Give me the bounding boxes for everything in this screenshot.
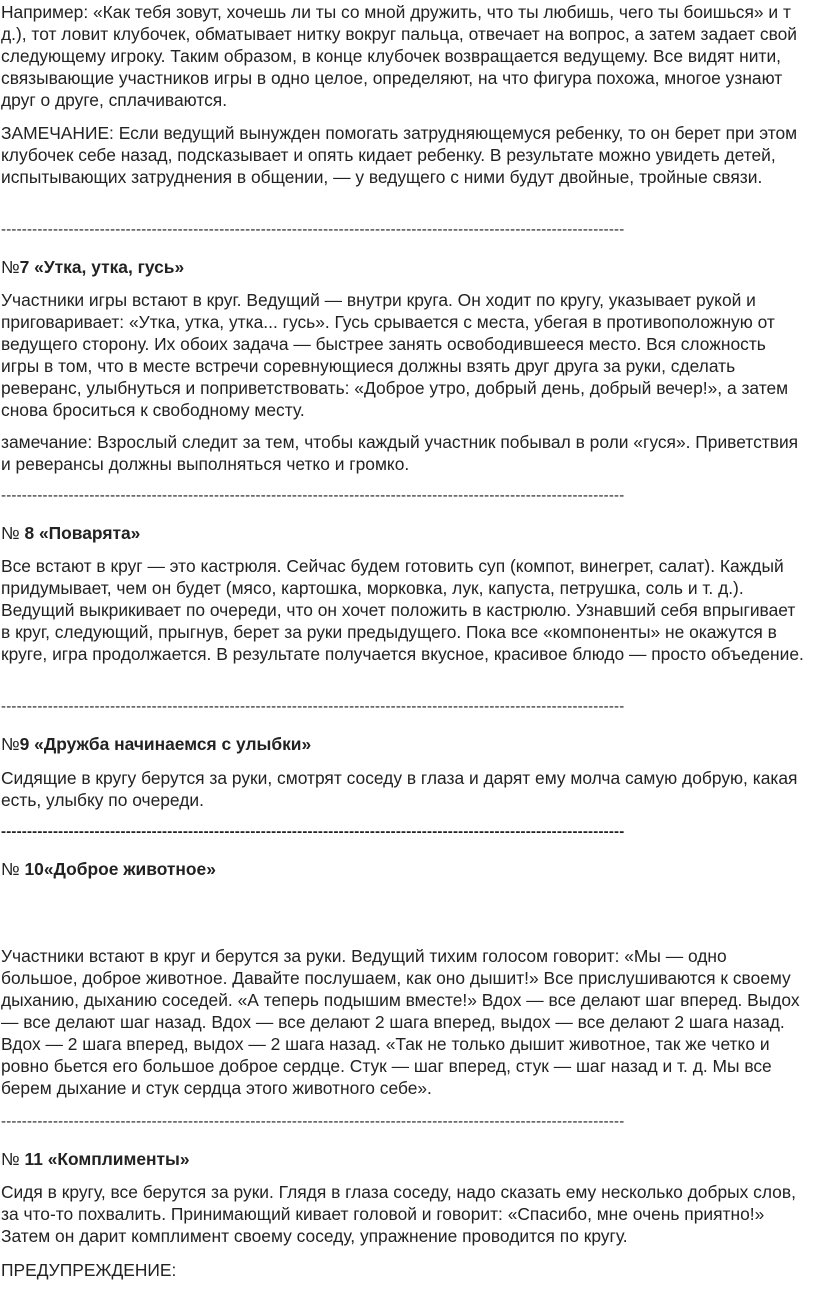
- section-11-paragraph: Сидя в кругу, все берутся за руки. Глядя в глаза соседу, надо сказать ему несколько добрых слов, за что-то похвалить. Принимающий кивает головой и говорит: «Спасибо, мне очень приятно!» Затем он дарит комплимент своему соседу, упражнение проводится по кругу.: [1, 1182, 796, 1246]
- separator-line: ------------------------------------------------------------------------------------------------------------------------: [1, 221, 625, 238]
- warning-heading: ПРЕДУПРЕЖДЕНИЕ:: [1, 1260, 177, 1280]
- remark-paragraph: ЗАМЕЧАНИЕ: Если ведущий вынужден помогать затрудняющемуся ребенку, то он берет при этом клубочек себе назад, подсказывает и опять кидает ребенку. В результате можно увидеть детей, испытывающих затруднения в общении, — у ведущего с ними будут двойные, тройные связи.: [1, 123, 798, 187]
- section-9-paragraph: Сидящие в кругу берутся за руки, смотрят соседу в глаза и дарят ему молча самую добрую, какая есть, улыбку по очереди.: [1, 768, 798, 810]
- separator-line: ------------------------------------------------------------------------------------------------------------------------: [1, 487, 625, 504]
- section-7-remark: замечание: Взрослый следит за тем, чтобы каждый участник побывал в роли «гуся». Приветствия и реверансы должны выполняться четко и громко.: [1, 432, 799, 474]
- section-title: 10«Доброе животное»: [24, 859, 216, 879]
- section-number-sign: №: [1, 523, 25, 543]
- section-title: 9 «Дружба начинаемся с улыбки»: [19, 734, 312, 754]
- section-title: 11 «Комплименты»: [24, 1149, 190, 1169]
- separator-line: ------------------------------------------------------------------------------------------------------------------------: [1, 1113, 625, 1130]
- section-number-sign: №: [1, 734, 20, 754]
- section-number-sign: №: [1, 859, 25, 879]
- section-10-paragraph: Участники встают в круг и берутся за руки. Ведущий тихим голосом говорит: «Мы — одно большое, доброе животное. Давайте послушаем, как оно дышит!» Все прислушиваются к своему дыханию, дыханию соседей. «А теперь подышим вместе!» Вдох — все делают шаг вперед. Выдох — все делают шаг назад. Вдох — все делают 2 шага вперед, выдох — все делают 2 шага назад. Вдох — 2 шага вперед, выдох — 2 шага назад. «Так не только дышит животное, так же четко и ровно бьется его большое доброе сердце. Стук — шаг вперед, стук — шаг назад и т. д. Мы все берем дыхание и стук сердца этого животного себе».: [1, 946, 800, 1098]
- section-title: 7 «Утка, утка, гусь»: [19, 257, 185, 277]
- section-heading-8: [0, 522, 140, 544]
- section-title: 8 «Поварята»: [24, 523, 141, 543]
- separator-line-bold: ------------------------------------------------------------------------------------------------------------------------: [1, 823, 625, 840]
- section-heading-11: [0, 1148, 190, 1170]
- section-heading-7: [0, 256, 184, 278]
- section-8-paragraph: Все встают в круг — это кастрюля. Сейчас будем готовить суп (компот, винегрет, салат). Каждый придумывает, чем он будет (мясо, картошка, морковка, лук, капуста, петрушка, соль и т. д.). Ведущий выкрикивает по очереди, что он хочет положить в кастрюлю. Узнавший себя впрыгивает в круг, следующий, прыгнув, берет за руки предыдущего. Пока все «компоненты» не окажутся в круге, игра продолжается. В результате получается вкусное, красивое блюдо — просто объедение.: [1, 556, 804, 664]
- section-heading-10: [0, 858, 216, 880]
- section-7-paragraph: Участники игры встают в круг. Ведущий — внутри круга. Он ходит по кругу, указывает рукой и приговаривает: «Утка, утка, утка... гусь». Гусь срывается с места, убегая в противоположную от ведущего сторону. Их обоих задача — быстрее занять освободившееся место. Вся сложность игры в том, что в месте встречи соревнующиеся должны взять друг друга за руки, сделать реверанс, улыбнуться и поприветствовать: «Доброе утро, добрый день, добрый вечер!», а затем снова броситься к свободному месту.: [1, 290, 789, 420]
- separator-line: ------------------------------------------------------------------------------------------------------------------------: [1, 698, 625, 715]
- section-number-sign: №: [1, 257, 20, 277]
- intro-paragraph: Например: «Как тебя зовут, хочешь ли ты со мной дружить, что ты любишь, чего ты боишься» и т д.), тот ловит клубочек, обматывает нитку вокруг пальца, отвечает на вопрос, а затем задает свой следующему игроку. Таким образом, в конце клубочек возвращается ведущему. Все видят нити, связывающие участников игры в одно целое, определяют, на что фигура похожа, многое узнают друг о друге, сплачиваются.: [1, 2, 798, 110]
- section-heading-9: [0, 733, 311, 755]
- section-number-sign: №: [1, 1149, 25, 1169]
